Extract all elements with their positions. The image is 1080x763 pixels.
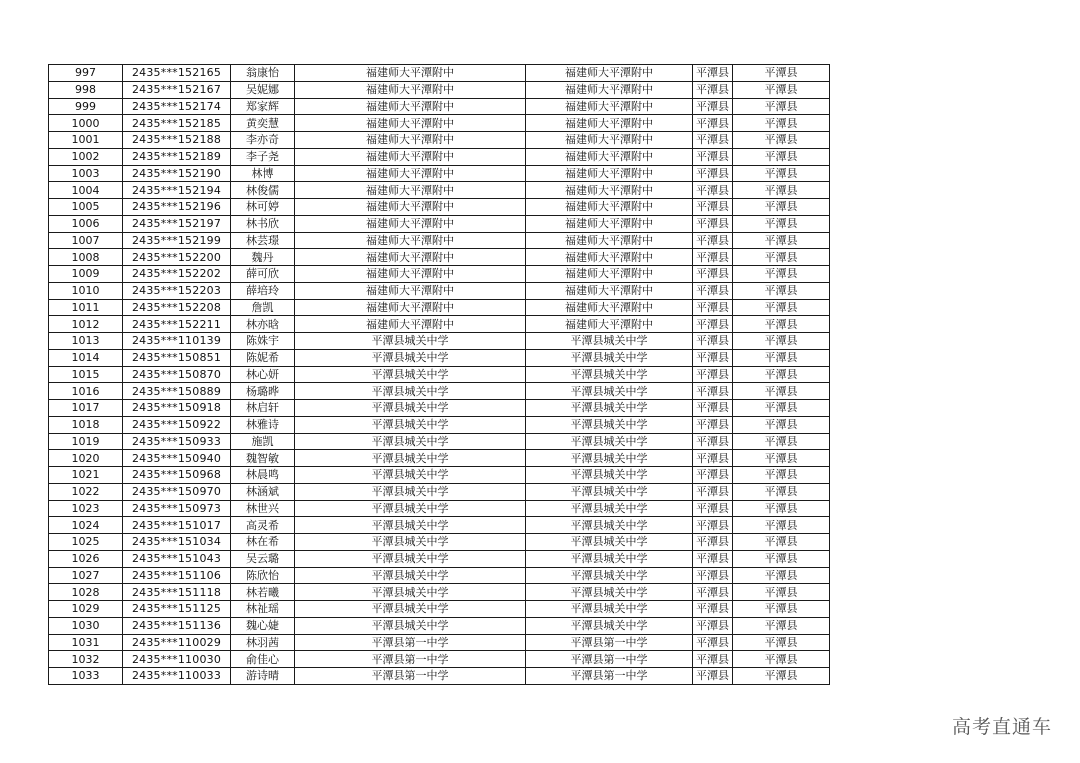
cell-graduating-school: 福建师大平潭附中 bbox=[295, 81, 526, 98]
table-row bbox=[49, 400, 830, 417]
cell-admitted-school: 平潭县城关中学 bbox=[526, 617, 693, 634]
table-row bbox=[49, 232, 830, 249]
cell-region: 平潭县 bbox=[733, 651, 830, 668]
cell-county: 平潭县 bbox=[693, 416, 733, 433]
cell-county: 平潭县 bbox=[693, 467, 733, 484]
cell-seq-number: 1002 bbox=[49, 148, 123, 165]
cell-exam-id: 2435***151136 bbox=[123, 617, 231, 634]
cell-exam-id: 2435***152174 bbox=[123, 98, 231, 115]
cell-exam-id: 2435***152165 bbox=[123, 65, 231, 82]
table-row bbox=[49, 467, 830, 484]
cell-county: 平潭县 bbox=[693, 634, 733, 651]
table-row bbox=[49, 634, 830, 651]
cell-county: 平潭县 bbox=[693, 651, 733, 668]
cell-admitted-school: 平潭县城关中学 bbox=[526, 567, 693, 584]
cell-county: 平潭县 bbox=[693, 534, 733, 551]
cell-county: 平潭县 bbox=[693, 517, 733, 534]
cell-admitted-school: 平潭县城关中学 bbox=[526, 483, 693, 500]
cell-admitted-school: 平潭县城关中学 bbox=[526, 333, 693, 350]
cell-admitted-school: 福建师大平潭附中 bbox=[526, 249, 693, 266]
table-row bbox=[49, 366, 830, 383]
cell-graduating-school: 福建师大平潭附中 bbox=[295, 148, 526, 165]
cell-exam-id: 2435***152196 bbox=[123, 199, 231, 216]
table-row bbox=[49, 282, 830, 299]
cell-seq-number: 1017 bbox=[49, 400, 123, 417]
cell-admitted-school: 平潭县城关中学 bbox=[526, 349, 693, 366]
cell-seq-number: 1025 bbox=[49, 534, 123, 551]
cell-graduating-school: 平潭县城关中学 bbox=[295, 416, 526, 433]
cell-exam-id: 2435***151017 bbox=[123, 517, 231, 534]
cell-student-name: 李子尧 bbox=[231, 148, 295, 165]
cell-graduating-school: 福建师大平潭附中 bbox=[295, 266, 526, 283]
cell-county: 平潭县 bbox=[693, 400, 733, 417]
cell-region: 平潭县 bbox=[733, 115, 830, 132]
cell-admitted-school: 福建师大平潭附中 bbox=[526, 299, 693, 316]
cell-student-name: 林羽茜 bbox=[231, 634, 295, 651]
cell-region: 平潭县 bbox=[733, 500, 830, 517]
cell-graduating-school: 平潭县第一中学 bbox=[295, 668, 526, 685]
table-row bbox=[49, 668, 830, 685]
cell-graduating-school: 平潭县城关中学 bbox=[295, 534, 526, 551]
cell-county: 平潭县 bbox=[693, 65, 733, 82]
cell-admitted-school: 福建师大平潭附中 bbox=[526, 115, 693, 132]
cell-region: 平潭县 bbox=[733, 148, 830, 165]
cell-region: 平潭县 bbox=[733, 349, 830, 366]
cell-admitted-school: 福建师大平潭附中 bbox=[526, 165, 693, 182]
cell-exam-id: 2435***152199 bbox=[123, 232, 231, 249]
cell-student-name: 林涵斌 bbox=[231, 483, 295, 500]
cell-county: 平潭县 bbox=[693, 81, 733, 98]
table-row bbox=[49, 81, 830, 98]
cell-county: 平潭县 bbox=[693, 182, 733, 199]
table-row bbox=[49, 249, 830, 266]
cell-region: 平潭县 bbox=[733, 617, 830, 634]
cell-admitted-school: 福建师大平潭附中 bbox=[526, 266, 693, 283]
cell-seq-number: 1030 bbox=[49, 617, 123, 634]
cell-region: 平潭县 bbox=[733, 232, 830, 249]
table-row bbox=[49, 316, 830, 333]
cell-exam-id: 2435***152190 bbox=[123, 165, 231, 182]
table-row bbox=[49, 584, 830, 601]
table-row bbox=[49, 333, 830, 350]
cell-graduating-school: 平潭县城关中学 bbox=[295, 467, 526, 484]
cell-graduating-school: 平潭县城关中学 bbox=[295, 500, 526, 517]
table-row bbox=[49, 349, 830, 366]
cell-region: 平潭县 bbox=[733, 416, 830, 433]
table-row bbox=[49, 299, 830, 316]
cell-graduating-school: 平潭县城关中学 bbox=[295, 517, 526, 534]
cell-exam-id: 2435***152185 bbox=[123, 115, 231, 132]
cell-student-name: 林启轩 bbox=[231, 400, 295, 417]
cell-graduating-school: 福建师大平潭附中 bbox=[295, 65, 526, 82]
table-row bbox=[49, 500, 830, 517]
cell-seq-number: 1012 bbox=[49, 316, 123, 333]
table-row bbox=[49, 567, 830, 584]
cell-seq-number: 1021 bbox=[49, 467, 123, 484]
cell-admitted-school: 福建师大平潭附中 bbox=[526, 98, 693, 115]
cell-region: 平潭县 bbox=[733, 584, 830, 601]
table-row bbox=[49, 433, 830, 450]
cell-region: 平潭县 bbox=[733, 634, 830, 651]
cell-seq-number: 1014 bbox=[49, 349, 123, 366]
cell-seq-number: 999 bbox=[49, 98, 123, 115]
cell-admitted-school: 平潭县城关中学 bbox=[526, 450, 693, 467]
cell-admitted-school: 福建师大平潭附中 bbox=[526, 316, 693, 333]
cell-admitted-school: 平潭县城关中学 bbox=[526, 383, 693, 400]
cell-seq-number: 1007 bbox=[49, 232, 123, 249]
table-row bbox=[49, 182, 830, 199]
cell-exam-id: 2435***150973 bbox=[123, 500, 231, 517]
table-row bbox=[49, 266, 830, 283]
cell-exam-id: 2435***152200 bbox=[123, 249, 231, 266]
cell-exam-id: 2435***150870 bbox=[123, 366, 231, 383]
cell-seq-number: 1023 bbox=[49, 500, 123, 517]
cell-region: 平潭县 bbox=[733, 517, 830, 534]
cell-exam-id: 2435***152197 bbox=[123, 215, 231, 232]
cell-exam-id: 2435***110139 bbox=[123, 333, 231, 350]
cell-exam-id: 2435***152211 bbox=[123, 316, 231, 333]
cell-seq-number: 1026 bbox=[49, 550, 123, 567]
cell-student-name: 林书欣 bbox=[231, 215, 295, 232]
cell-student-name: 薛培玲 bbox=[231, 282, 295, 299]
cell-seq-number: 1027 bbox=[49, 567, 123, 584]
cell-region: 平潭县 bbox=[733, 400, 830, 417]
cell-exam-id: 2435***152188 bbox=[123, 132, 231, 149]
table-row bbox=[49, 65, 830, 82]
cell-student-name: 翁康怡 bbox=[231, 65, 295, 82]
table-row bbox=[49, 517, 830, 534]
cell-region: 平潭县 bbox=[733, 383, 830, 400]
cell-seq-number: 1031 bbox=[49, 634, 123, 651]
cell-admitted-school: 平潭县城关中学 bbox=[526, 550, 693, 567]
cell-region: 平潭县 bbox=[733, 483, 830, 500]
cell-seq-number: 1008 bbox=[49, 249, 123, 266]
cell-county: 平潭县 bbox=[693, 550, 733, 567]
cell-graduating-school: 平潭县城关中学 bbox=[295, 333, 526, 350]
cell-county: 平潭县 bbox=[693, 266, 733, 283]
cell-graduating-school: 平潭县第一中学 bbox=[295, 651, 526, 668]
cell-graduating-school: 福建师大平潭附中 bbox=[295, 98, 526, 115]
cell-admitted-school: 福建师大平潭附中 bbox=[526, 282, 693, 299]
cell-admitted-school: 平潭县第一中学 bbox=[526, 634, 693, 651]
cell-admitted-school: 平潭县城关中学 bbox=[526, 601, 693, 618]
cell-student-name: 魏心婕 bbox=[231, 617, 295, 634]
cell-region: 平潭县 bbox=[733, 165, 830, 182]
cell-seq-number: 1005 bbox=[49, 199, 123, 216]
cell-county: 平潭县 bbox=[693, 148, 733, 165]
cell-graduating-school: 福建师大平潭附中 bbox=[295, 182, 526, 199]
cell-region: 平潭县 bbox=[733, 366, 830, 383]
cell-student-name: 郑家辉 bbox=[231, 98, 295, 115]
cell-seq-number: 1019 bbox=[49, 433, 123, 450]
cell-county: 平潭县 bbox=[693, 668, 733, 685]
cell-graduating-school: 福建师大平潭附中 bbox=[295, 165, 526, 182]
cell-exam-id: 2435***151118 bbox=[123, 584, 231, 601]
cell-student-name: 林若曦 bbox=[231, 584, 295, 601]
cell-admitted-school: 平潭县城关中学 bbox=[526, 433, 693, 450]
cell-exam-id: 2435***150970 bbox=[123, 483, 231, 500]
cell-region: 平潭县 bbox=[733, 132, 830, 149]
cell-admitted-school: 平潭县城关中学 bbox=[526, 467, 693, 484]
cell-county: 平潭县 bbox=[693, 383, 733, 400]
cell-student-name: 林俊儒 bbox=[231, 182, 295, 199]
cell-graduating-school: 福建师大平潭附中 bbox=[295, 316, 526, 333]
cell-admitted-school: 平潭县第一中学 bbox=[526, 651, 693, 668]
cell-admitted-school: 平潭县城关中学 bbox=[526, 584, 693, 601]
cell-student-name: 林芸璟 bbox=[231, 232, 295, 249]
cell-county: 平潭县 bbox=[693, 316, 733, 333]
cell-student-name: 林晨鸣 bbox=[231, 467, 295, 484]
cell-admitted-school: 平潭县城关中学 bbox=[526, 517, 693, 534]
table-row bbox=[49, 617, 830, 634]
cell-exam-id: 2435***152208 bbox=[123, 299, 231, 316]
cell-county: 平潭县 bbox=[693, 199, 733, 216]
cell-seq-number: 1004 bbox=[49, 182, 123, 199]
cell-exam-id: 2435***110029 bbox=[123, 634, 231, 651]
cell-seq-number: 1018 bbox=[49, 416, 123, 433]
cell-exam-id: 2435***151125 bbox=[123, 601, 231, 618]
cell-graduating-school: 平潭县城关中学 bbox=[295, 433, 526, 450]
cell-exam-id: 2435***152203 bbox=[123, 282, 231, 299]
cell-graduating-school: 福建师大平潭附中 bbox=[295, 132, 526, 149]
cell-graduating-school: 平潭县城关中学 bbox=[295, 550, 526, 567]
cell-admitted-school: 福建师大平潭附中 bbox=[526, 81, 693, 98]
cell-graduating-school: 福建师大平潭附中 bbox=[295, 249, 526, 266]
cell-county: 平潭县 bbox=[693, 500, 733, 517]
cell-student-name: 施凯 bbox=[231, 433, 295, 450]
cell-seq-number: 1009 bbox=[49, 266, 123, 283]
cell-student-name: 魏智敏 bbox=[231, 450, 295, 467]
cell-seq-number: 1001 bbox=[49, 132, 123, 149]
table-row bbox=[49, 483, 830, 500]
cell-graduating-school: 平潭县城关中学 bbox=[295, 400, 526, 417]
cell-exam-id: 2435***151043 bbox=[123, 550, 231, 567]
cell-county: 平潭县 bbox=[693, 601, 733, 618]
cell-graduating-school: 平潭县城关中学 bbox=[295, 584, 526, 601]
cell-region: 平潭县 bbox=[733, 215, 830, 232]
cell-student-name: 杨璐晔 bbox=[231, 383, 295, 400]
cell-graduating-school: 福建师大平潭附中 bbox=[295, 215, 526, 232]
cell-admitted-school: 平潭县城关中学 bbox=[526, 500, 693, 517]
cell-graduating-school: 平潭县城关中学 bbox=[295, 349, 526, 366]
cell-exam-id: 2435***150922 bbox=[123, 416, 231, 433]
cell-admitted-school: 福建师大平潭附中 bbox=[526, 232, 693, 249]
cell-region: 平潭县 bbox=[733, 467, 830, 484]
cell-graduating-school: 福建师大平潭附中 bbox=[295, 199, 526, 216]
cell-county: 平潭县 bbox=[693, 115, 733, 132]
cell-seq-number: 1028 bbox=[49, 584, 123, 601]
admission-list-table bbox=[48, 64, 830, 685]
cell-exam-id: 2435***110030 bbox=[123, 651, 231, 668]
table-row bbox=[49, 215, 830, 232]
table-row bbox=[49, 416, 830, 433]
cell-student-name: 吴妮娜 bbox=[231, 81, 295, 98]
cell-student-name: 林可婷 bbox=[231, 199, 295, 216]
cell-seq-number: 1020 bbox=[49, 450, 123, 467]
cell-region: 平潭县 bbox=[733, 550, 830, 567]
cell-student-name: 林世兴 bbox=[231, 500, 295, 517]
cell-graduating-school: 平潭县城关中学 bbox=[295, 483, 526, 500]
cell-graduating-school: 福建师大平潭附中 bbox=[295, 115, 526, 132]
cell-region: 平潭县 bbox=[733, 266, 830, 283]
cell-graduating-school: 平潭县城关中学 bbox=[295, 601, 526, 618]
cell-region: 平潭县 bbox=[733, 199, 830, 216]
cell-student-name: 游诗晴 bbox=[231, 668, 295, 685]
table-row bbox=[49, 601, 830, 618]
cell-graduating-school: 福建师大平潭附中 bbox=[295, 282, 526, 299]
cell-admitted-school: 平潭县城关中学 bbox=[526, 416, 693, 433]
cell-student-name: 高灵希 bbox=[231, 517, 295, 534]
cell-admitted-school: 福建师大平潭附中 bbox=[526, 65, 693, 82]
cell-admitted-school: 平潭县城关中学 bbox=[526, 534, 693, 551]
table-row bbox=[49, 115, 830, 132]
cell-admitted-school: 福建师大平潭附中 bbox=[526, 182, 693, 199]
cell-student-name: 黄奕慧 bbox=[231, 115, 295, 132]
cell-student-name: 陈姝宇 bbox=[231, 333, 295, 350]
cell-student-name: 俞佳心 bbox=[231, 651, 295, 668]
cell-exam-id: 2435***150940 bbox=[123, 450, 231, 467]
cell-county: 平潭县 bbox=[693, 617, 733, 634]
cell-region: 平潭县 bbox=[733, 534, 830, 551]
cell-admitted-school: 福建师大平潭附中 bbox=[526, 215, 693, 232]
cell-student-name: 詹凯 bbox=[231, 299, 295, 316]
cell-admitted-school: 福建师大平潭附中 bbox=[526, 148, 693, 165]
cell-graduating-school: 平潭县城关中学 bbox=[295, 567, 526, 584]
cell-seq-number: 998 bbox=[49, 81, 123, 98]
cell-region: 平潭县 bbox=[733, 65, 830, 82]
cell-county: 平潭县 bbox=[693, 333, 733, 350]
cell-student-name: 林心妍 bbox=[231, 366, 295, 383]
cell-seq-number: 1032 bbox=[49, 651, 123, 668]
cell-county: 平潭县 bbox=[693, 483, 733, 500]
cell-seq-number: 1029 bbox=[49, 601, 123, 618]
cell-county: 平潭县 bbox=[693, 249, 733, 266]
cell-seq-number: 1003 bbox=[49, 165, 123, 182]
cell-exam-id: 2435***110033 bbox=[123, 668, 231, 685]
cell-graduating-school: 平潭县城关中学 bbox=[295, 450, 526, 467]
cell-graduating-school: 福建师大平潭附中 bbox=[295, 299, 526, 316]
table-row bbox=[49, 165, 830, 182]
table-row bbox=[49, 534, 830, 551]
cell-student-name: 林雅诗 bbox=[231, 416, 295, 433]
cell-admitted-school: 平潭县城关中学 bbox=[526, 400, 693, 417]
cell-region: 平潭县 bbox=[733, 81, 830, 98]
cell-seq-number: 1000 bbox=[49, 115, 123, 132]
cell-exam-id: 2435***150968 bbox=[123, 467, 231, 484]
table-row bbox=[49, 98, 830, 115]
cell-region: 平潭县 bbox=[733, 567, 830, 584]
cell-student-name: 林博 bbox=[231, 165, 295, 182]
cell-exam-id: 2435***152202 bbox=[123, 266, 231, 283]
cell-county: 平潭县 bbox=[693, 132, 733, 149]
cell-exam-id: 2435***151106 bbox=[123, 567, 231, 584]
cell-exam-id: 2435***151034 bbox=[123, 534, 231, 551]
cell-region: 平潭县 bbox=[733, 282, 830, 299]
cell-county: 平潭县 bbox=[693, 299, 733, 316]
cell-exam-id: 2435***150933 bbox=[123, 433, 231, 450]
cell-county: 平潭县 bbox=[693, 98, 733, 115]
cell-seq-number: 1010 bbox=[49, 282, 123, 299]
cell-region: 平潭县 bbox=[733, 98, 830, 115]
cell-county: 平潭县 bbox=[693, 584, 733, 601]
cell-region: 平潭县 bbox=[733, 333, 830, 350]
cell-seq-number: 1006 bbox=[49, 215, 123, 232]
cell-exam-id: 2435***152189 bbox=[123, 148, 231, 165]
cell-admitted-school: 福建师大平潭附中 bbox=[526, 199, 693, 216]
cell-seq-number: 997 bbox=[49, 65, 123, 82]
cell-seq-number: 1015 bbox=[49, 366, 123, 383]
cell-exam-id: 2435***152194 bbox=[123, 182, 231, 199]
cell-region: 平潭县 bbox=[733, 668, 830, 685]
cell-county: 平潭县 bbox=[693, 215, 733, 232]
cell-county: 平潭县 bbox=[693, 165, 733, 182]
cell-county: 平潭县 bbox=[693, 450, 733, 467]
cell-admitted-school: 福建师大平潭附中 bbox=[526, 132, 693, 149]
cell-admitted-school: 平潭县第一中学 bbox=[526, 668, 693, 685]
cell-student-name: 林亦晗 bbox=[231, 316, 295, 333]
cell-region: 平潭县 bbox=[733, 249, 830, 266]
cell-student-name: 陈妮希 bbox=[231, 349, 295, 366]
cell-graduating-school: 平潭县第一中学 bbox=[295, 634, 526, 651]
cell-seq-number: 1011 bbox=[49, 299, 123, 316]
cell-seq-number: 1013 bbox=[49, 333, 123, 350]
cell-graduating-school: 平潭县城关中学 bbox=[295, 366, 526, 383]
table-row bbox=[49, 383, 830, 400]
table-row bbox=[49, 132, 830, 149]
cell-region: 平潭县 bbox=[733, 299, 830, 316]
cell-student-name: 魏丹 bbox=[231, 249, 295, 266]
cell-graduating-school: 福建师大平潭附中 bbox=[295, 232, 526, 249]
table-row bbox=[49, 148, 830, 165]
cell-county: 平潭县 bbox=[693, 567, 733, 584]
table-row bbox=[49, 651, 830, 668]
cell-exam-id: 2435***152167 bbox=[123, 81, 231, 98]
cell-seq-number: 1016 bbox=[49, 383, 123, 400]
cell-seq-number: 1022 bbox=[49, 483, 123, 500]
cell-student-name: 林祉瑶 bbox=[231, 601, 295, 618]
cell-county: 平潭县 bbox=[693, 282, 733, 299]
cell-graduating-school: 平潭县城关中学 bbox=[295, 617, 526, 634]
cell-exam-id: 2435***150851 bbox=[123, 349, 231, 366]
cell-student-name: 吴云璐 bbox=[231, 550, 295, 567]
cell-student-name: 薛可欣 bbox=[231, 266, 295, 283]
table-row bbox=[49, 550, 830, 567]
cell-county: 平潭县 bbox=[693, 433, 733, 450]
cell-region: 平潭县 bbox=[733, 601, 830, 618]
cell-region: 平潭县 bbox=[733, 316, 830, 333]
cell-county: 平潭县 bbox=[693, 232, 733, 249]
table-row bbox=[49, 199, 830, 216]
cell-region: 平潭县 bbox=[733, 182, 830, 199]
cell-exam-id: 2435***150889 bbox=[123, 383, 231, 400]
cell-seq-number: 1033 bbox=[49, 668, 123, 685]
cell-student-name: 李亦奇 bbox=[231, 132, 295, 149]
cell-county: 平潭县 bbox=[693, 366, 733, 383]
table-body bbox=[49, 65, 830, 685]
cell-student-name: 林在希 bbox=[231, 534, 295, 551]
watermark-logo-text: 高考直通车 bbox=[951, 716, 1052, 738]
cell-seq-number: 1024 bbox=[49, 517, 123, 534]
cell-county: 平潭县 bbox=[693, 349, 733, 366]
cell-region: 平潭县 bbox=[733, 433, 830, 450]
cell-student-name: 陈欣怡 bbox=[231, 567, 295, 584]
cell-admitted-school: 平潭县城关中学 bbox=[526, 366, 693, 383]
cell-graduating-school: 平潭县城关中学 bbox=[295, 383, 526, 400]
table-row bbox=[49, 450, 830, 467]
cell-region: 平潭县 bbox=[733, 450, 830, 467]
cell-exam-id: 2435***150918 bbox=[123, 400, 231, 417]
